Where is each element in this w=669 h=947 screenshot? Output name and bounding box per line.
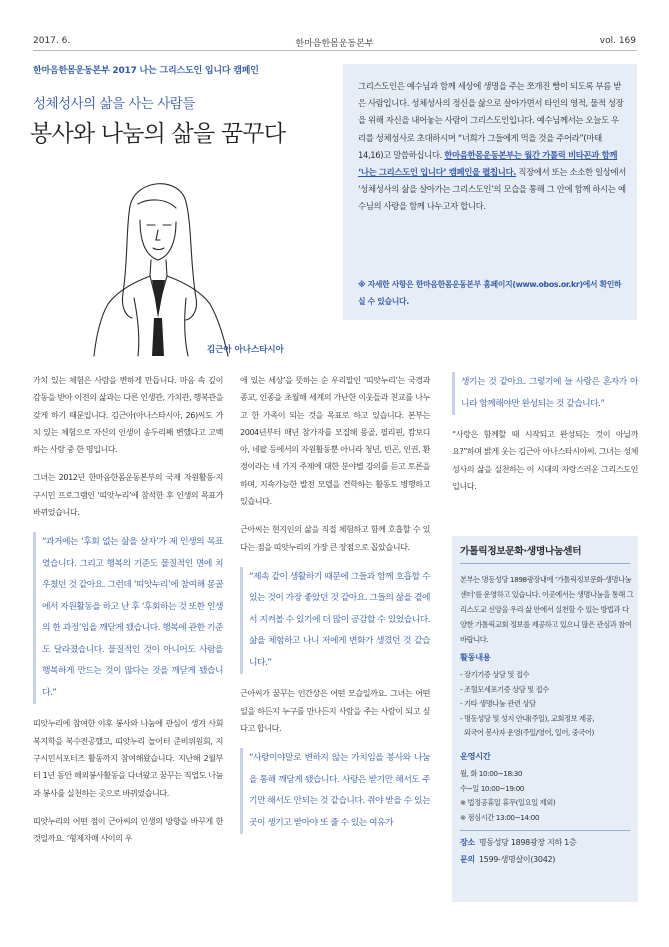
intro-text-b: 직장에서 또는 소소한 일상에서 ‘성체성사의 삶을 살아가는 그리스도인’의 모습을 통해 그 안에 함께 하시는 예수님의 사랑을 함께 나누고자 합니다.: [358, 167, 626, 212]
activity-item: 외국어 봉사자 운영(주일/영어, 일어, 중국어): [460, 728, 594, 737]
place-value: 명동성당 1898광장 지하 1층: [478, 838, 577, 847]
intro-text-a: 그리스도인은 예수님과 함께 세상에 생명을 주는 쪼개진 빵이 되도록 부름 받은 사람입니다. 성체성사의 정신을 삶으로 살아가면서 타인의 영적, 물적 성장을 위해 자신을 내어놓는 사람이 그리스도인입니다. 예수님께서는 오늘도 우리를 성체성사로 초대하시며 “너희가 그들에게 먹을 것을 주어라”(마태14,16)고 말씀하십니다.: [358, 81, 624, 160]
col1-paragraph-4: 띠앗누리의 어떤 점이 근아씨의 인생의 방향을 바꾸게 한 것일까요. ‘형제자매 사이의 우: [33, 815, 223, 844]
intro-highlight: 한마음한몸운동본부는 월간 가톨릭 비타꼰과 함께 ‘나는 그리스도인 입니다’ 캠페인을 펼칩니다.: [358, 149, 618, 178]
place-label: 장소: [460, 838, 475, 847]
col1-paragraph-1: 가치 있는 체험은 사람을 변하게 만듭니다. 마음 속 깊이 감동을 받아 이전의 삶과는 다른 인생관, 가치관, 행복관을 갖게 하기 때문입니다. 김근아(아나스타시아, 26)씨도 가치 있는 체험으로 자신의 인생이 송두리째 변했다고 고백하는 사람 중 한 명입니다.: [33, 375, 223, 455]
activities-title: 활동내용: [460, 652, 491, 662]
column-1: [33, 372, 223, 858]
contact-value: 1599-생명살이(3042): [478, 855, 556, 864]
activity-item: - 조혈모세포기증 상담 및 접수: [460, 684, 549, 694]
info-description: 본부는 명동성당 1898광장내에 ‘가톨릭정보문화·생명나눔센터’를 운영하고 있습니다. 이곳에서는 생명나눔을 통해 그리스도교 신앙을 우리 삶 안에서 실천할 수 있는 방법과 다양한 가톨릭교회 정보를 제공하고 있으니 많은 관심과 참여 바랍니다.: [460, 575, 634, 644]
hours-list: [460, 767, 636, 825]
header-divider: [33, 50, 637, 51]
activity-item: - 장기기증 상담 및 접수: [460, 670, 530, 679]
activity-item: - 기타 생명나눔 관련 상담: [460, 699, 536, 708]
intro-note: ※ 자세한 사항은 한마음한몸운동본부 홈페이지(www.obos.or.kr)에서 확인하실 수 있습니다.: [358, 280, 622, 306]
col2-paragraph-1: 애 있는 세상’을 뜻하는 순 우리말인 ‘띠앗누리’는 국경과 종교, 인종을 초월해 세계의 가난한 이웃들과 친교를 나누고 한 가족이 되는 것을 목표로 하고 있습니다. 본부는 2004년부터 매년 참가자를 모집해 몽골, 필리핀, 캄보디아, 네팔 등에서의 자원활동뿐 아니라 청년, 빈곤, 인권, 환경이라는 네 가지 주제에 대한 분야별 강의를 듣고 토론을 하며, 지속가능한 발전 모델을 견학하는 활동도 병행하고 있습니다.: [240, 375, 430, 507]
portrait-illustration: [68, 168, 258, 358]
activity-item: - 명동성당 및 성지 안내(주일), 교회정보 제공,: [460, 713, 595, 723]
info-divider: [460, 563, 630, 564]
hours-item: ※ 법정공휴일 휴무(일요일 제외): [460, 798, 556, 807]
place-row: [460, 836, 576, 850]
header-org: 한마음한몸운동본부: [295, 39, 374, 49]
info-title: 가톨릭정보문화·생명나눔센터: [460, 546, 582, 557]
column-3: [452, 372, 638, 506]
col3-quote: 생기는 것 같아요. 그렇기에 늘 사랑은 혼자가 아니라 함께해야만 완성되는 것 같습니다.”: [452, 372, 638, 415]
issue-date: 2017. 6.: [33, 36, 71, 46]
campaign-label: 한마음한몸운동본부 2017 나는 그리스도인 입니다 캠페인: [33, 66, 259, 76]
hours-item: 월, 화 10:00~18:30: [460, 769, 523, 778]
hours-title: 운영시간: [460, 751, 491, 761]
contact-divider: [460, 830, 630, 831]
article-title: 봉사와 나눔의 삶을 꿈꾸다: [30, 121, 286, 147]
col2-quote-2: “사랑이야말로 변하지 않는 가치임을 봉사와 나눔을 통해 깨닫게 됐습니다. 사랑은 받기만 해서도 주기만 해서도 안되는 것 같습니다. 쥐야 받을 수 있는 곳이 생기고 받아야 또 줄 수 있는 여유가: [240, 748, 430, 834]
col2-paragraph-3: 근아씨가 꿈꾸는 인간상은 어떤 모습일까요. 그녀는 어떤 일을 하든지 누구를 만나든지 사람을 주는 사람이 되고 싶다고 합니다.: [240, 688, 430, 734]
col1-paragraph-3: 띠앗누리에 참여한 이후 봉사와 나눔에 관심이 생겨 사회복지학을 복수전공했고, 띠앗누리 놀이터 준비위원회, 지구시민서포터즈 활동까지 참여해왔습니다. 지난해 2월부터 1년 동안 해외봉사활동을 다녀왔고 꿈꾸는 직업도 나눔과 봉사를 실천하는 곳으로 바뀌었습니다.: [33, 718, 223, 798]
hours-item: ※ 점심시간 13:00~14:00: [460, 812, 540, 822]
intro-text: [358, 78, 626, 216]
issue-volume: vol. 169: [599, 36, 636, 46]
col1-paragraph-2: 그녀는 2012년 한마음한몸운동본부의 국제 자원활동·지구시민 프로그램인 ‘띠앗누리’에 참석한 후 인생의 목표가 바뀌었습니다.: [33, 472, 223, 518]
col1-quote: “과거에는 ‘후회 없는 삶을 살자’가 제 인생의 목표였습니다. 그리고 행복의 기준도 물질적인 면에 치우쳤던 것 같아요. 그런데 ‘띠앗누리’에 참여해 몽골에서 자원활동을 하고 난 후 ‘후회하는 것 또한 인생의 한 과정’임을 깨닫게 됐습니다. 행복에 관한 기준도 달라졌습니다. 물질적인 것이 아니어도 사람을 행복하게 만드는 것이 많다는 것을 깨닫게 됐습니다.”: [33, 532, 223, 704]
col2-quote-1: “제속 같이 생활하기 때문에 그들과 함께 호흡할 수 있는 것이 가장 좋았던 것 같아요. 그들의 삶을 곁에서 지켜볼 수 있기에 더 많이 공감할 수 있었습니다. 삶을 체험하고 나니 저에게 변화가 생겼던 것 같습니다.”: [240, 567, 430, 675]
contact-row: [460, 853, 555, 867]
hours-item: 수~일 10:00~19:00: [460, 783, 524, 793]
activities-list: [460, 668, 636, 741]
col2-paragraph-2: 근아씨는 현지인의 삶을 직접 체험하고 함께 호흡할 수 있다는 점을 띠앗누리의 가장 큰 장점으로 꼽았습니다.: [240, 524, 430, 552]
article-subtitle: 성체성사의 삶을 사는 사람들: [33, 96, 195, 112]
col3-paragraph-1: “사랑은 함께할 때 시작되고 완성되는 것이 아닐까요?”하며 밝게 웃는 김근아 아나스타시아씨. 그녀는 성체성사의 삶을 실천하는 이 시대의 자랑스러운 그리스도인입니다.: [452, 429, 638, 491]
column-2: [240, 372, 430, 845]
portrait-caption: 김근아 아나스타시아: [207, 345, 284, 355]
contact-label: 문의: [460, 855, 475, 864]
